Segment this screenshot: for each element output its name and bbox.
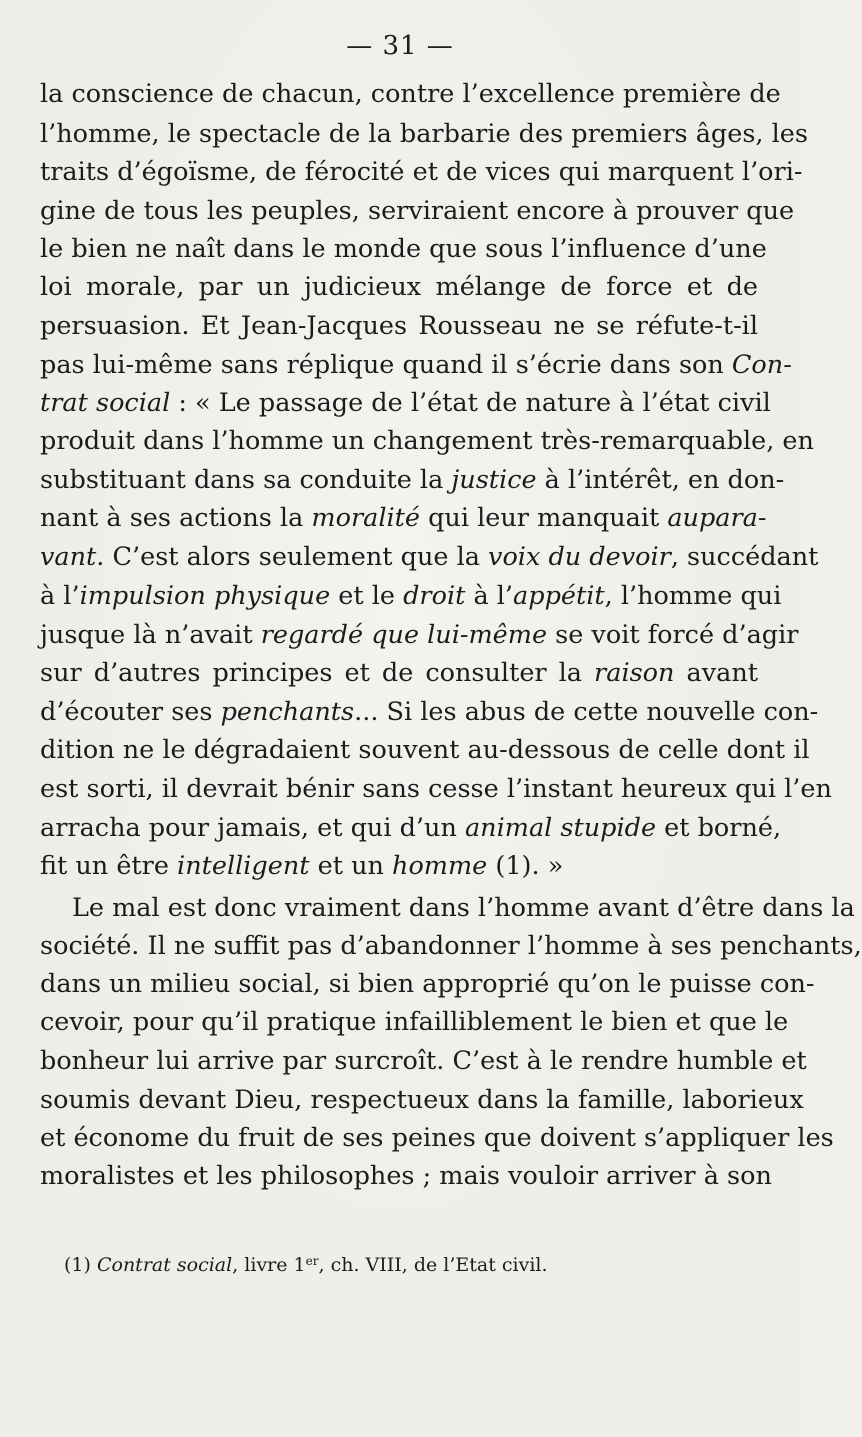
text-line (40, 808, 782, 848)
text-segment: et un (309, 851, 393, 881)
text-segment: : « Le passage de l’état de nature à l’état civil (170, 388, 771, 418)
text-segment: à l’intérêt, en don- (536, 465, 785, 495)
text-segment: pas lui-même sans réplique quand il s’écrie dans son (40, 350, 732, 380)
text-line (40, 964, 815, 1004)
text-segment: se voit forcé d’agir (547, 620, 799, 650)
text-segment: traits d’égoïsme, de férocité et de vices qui marquent l’ori- (40, 157, 803, 187)
italic-phrase: trat social (40, 388, 171, 418)
text-line (40, 421, 814, 461)
text-line (40, 114, 808, 154)
text-segment: d’écouter ses (40, 697, 221, 727)
text-segment: , l’homme qui (604, 581, 782, 611)
text-line (40, 383, 771, 423)
text-segment: et le (330, 581, 404, 611)
text-segment: ... Si les abus de cette nouvelle con- (354, 697, 819, 727)
text-line (40, 730, 810, 770)
text-segment: jusque là n’avait (40, 620, 261, 650)
footnote-title: Contrat social (96, 1254, 233, 1276)
italic-phrase: moralité (311, 503, 420, 533)
text-line (40, 1002, 789, 1042)
text-segment: avant (674, 658, 758, 688)
text-segment: est sorti, il devrait bénir sans cesse l’instant heureux qui l’en (40, 774, 832, 804)
text-line (40, 229, 767, 269)
italic-phrase: penchants (220, 697, 355, 727)
italic-phrase: impulsion physique (79, 581, 331, 611)
text-line (40, 306, 758, 346)
text-segment: nant à ses actions la (40, 503, 312, 533)
footnote-text-after-sup: , ch. VIII, de l’Etat civil. (318, 1254, 548, 1276)
text-segment: persuasion. Et Jean-Jacques Rousseau ne se réfute-t-il (40, 311, 758, 341)
text-line (40, 345, 792, 385)
text-segment: le bien ne naît dans le monde que sous l’influence d’une (40, 234, 767, 264)
text-line (40, 537, 819, 577)
text-segment: , succédant (670, 542, 819, 572)
text-segment: sur d’autres principes et de consulter la (40, 658, 595, 688)
footnote-text-before-sup: , livre 1 (232, 1254, 306, 1276)
text-segment: produit dans l’homme un changement très-remarquable, en (40, 426, 814, 456)
footnote (64, 1244, 548, 1282)
text-line (40, 267, 758, 307)
italic-phrase: droit (403, 581, 466, 611)
text-line (40, 1041, 807, 1081)
italic-phrase: aupara- (667, 503, 767, 533)
text-line (40, 769, 832, 809)
italic-phrase: animal stupide (464, 813, 657, 843)
italic-phrase: justice (451, 465, 537, 495)
text-line (40, 576, 782, 616)
text-line (40, 191, 795, 231)
italic-phrase: homme (392, 851, 488, 881)
text-segment: . C’est alors seulement que la (96, 542, 489, 572)
text-segment: bonheur lui arrive par surcroît. C’est à le rendre humble et (40, 1046, 807, 1076)
text-line (40, 615, 799, 655)
text-line (40, 846, 758, 886)
footnote-superscript: er (305, 1254, 319, 1268)
text-segment: loi morale, par un judicieux mélange de force et de (40, 272, 758, 302)
italic-phrase: voix du devoir (488, 542, 671, 572)
text-segment: cevoir, pour qu’il pratique infailliblement le bien et que le (40, 1007, 789, 1037)
italic-phrase: Con- (731, 350, 792, 380)
italic-phrase: appétit (513, 581, 605, 611)
italic-phrase: vant (40, 542, 97, 572)
text-segment: fit un être (40, 851, 178, 881)
text-line (40, 653, 758, 693)
text-line (40, 460, 785, 500)
text-segment: société. Il ne suffit pas d’abandonner l’homme à ses penchants, (40, 931, 862, 961)
text-segment: substituant dans sa conduite la (40, 465, 452, 495)
page-number: — 31 — (346, 31, 454, 61)
text-segment: gine de tous les peuples, serviraient encore à prouver que (40, 196, 795, 226)
text-line (40, 498, 767, 538)
footnote-marker: (1) (64, 1254, 91, 1276)
text-segment: l’homme, le spectacle de la barbarie des premiers âges, les (40, 119, 808, 149)
text-line (40, 1080, 804, 1120)
text-segment: qui leur manquait (419, 503, 668, 533)
text-segment: moralistes et les philosophes ; mais vouloir arriver à son (40, 1161, 772, 1191)
text-segment: et borné, (656, 813, 782, 843)
text-segment: arracha pour jamais, et qui d’un (40, 813, 465, 843)
text-line (72, 888, 855, 928)
text-line (40, 1156, 772, 1196)
text-segment: soumis devant Dieu, respectueux dans la famille, laborieux (40, 1085, 804, 1115)
text-segment: et économe du fruit de ses peines que doivent s’appliquer les (40, 1123, 834, 1153)
text-segment: dition ne le dégradaient souvent au-dessous de celle dont il (40, 735, 810, 765)
text-segment: la conscience de chacun, contre l’excellence première de (40, 79, 781, 109)
text-segment: (1). » (487, 851, 564, 881)
text-line (40, 152, 803, 192)
text-line (40, 692, 819, 732)
text-segment: à l’ (40, 581, 80, 611)
text-line (40, 1118, 834, 1158)
text-line (40, 74, 781, 114)
text-segment: Le mal est donc vraiment dans l’homme avant d’être dans la (72, 893, 855, 923)
text-line (40, 926, 862, 966)
text-segment: à l’ (465, 581, 514, 611)
italic-phrase: regardé que lui-même (260, 620, 548, 650)
italic-phrase: raison (594, 658, 675, 688)
italic-phrase: intelligent (177, 851, 310, 881)
text-segment: dans un milieu social, si bien approprié qu’on le puisse con- (40, 969, 815, 999)
